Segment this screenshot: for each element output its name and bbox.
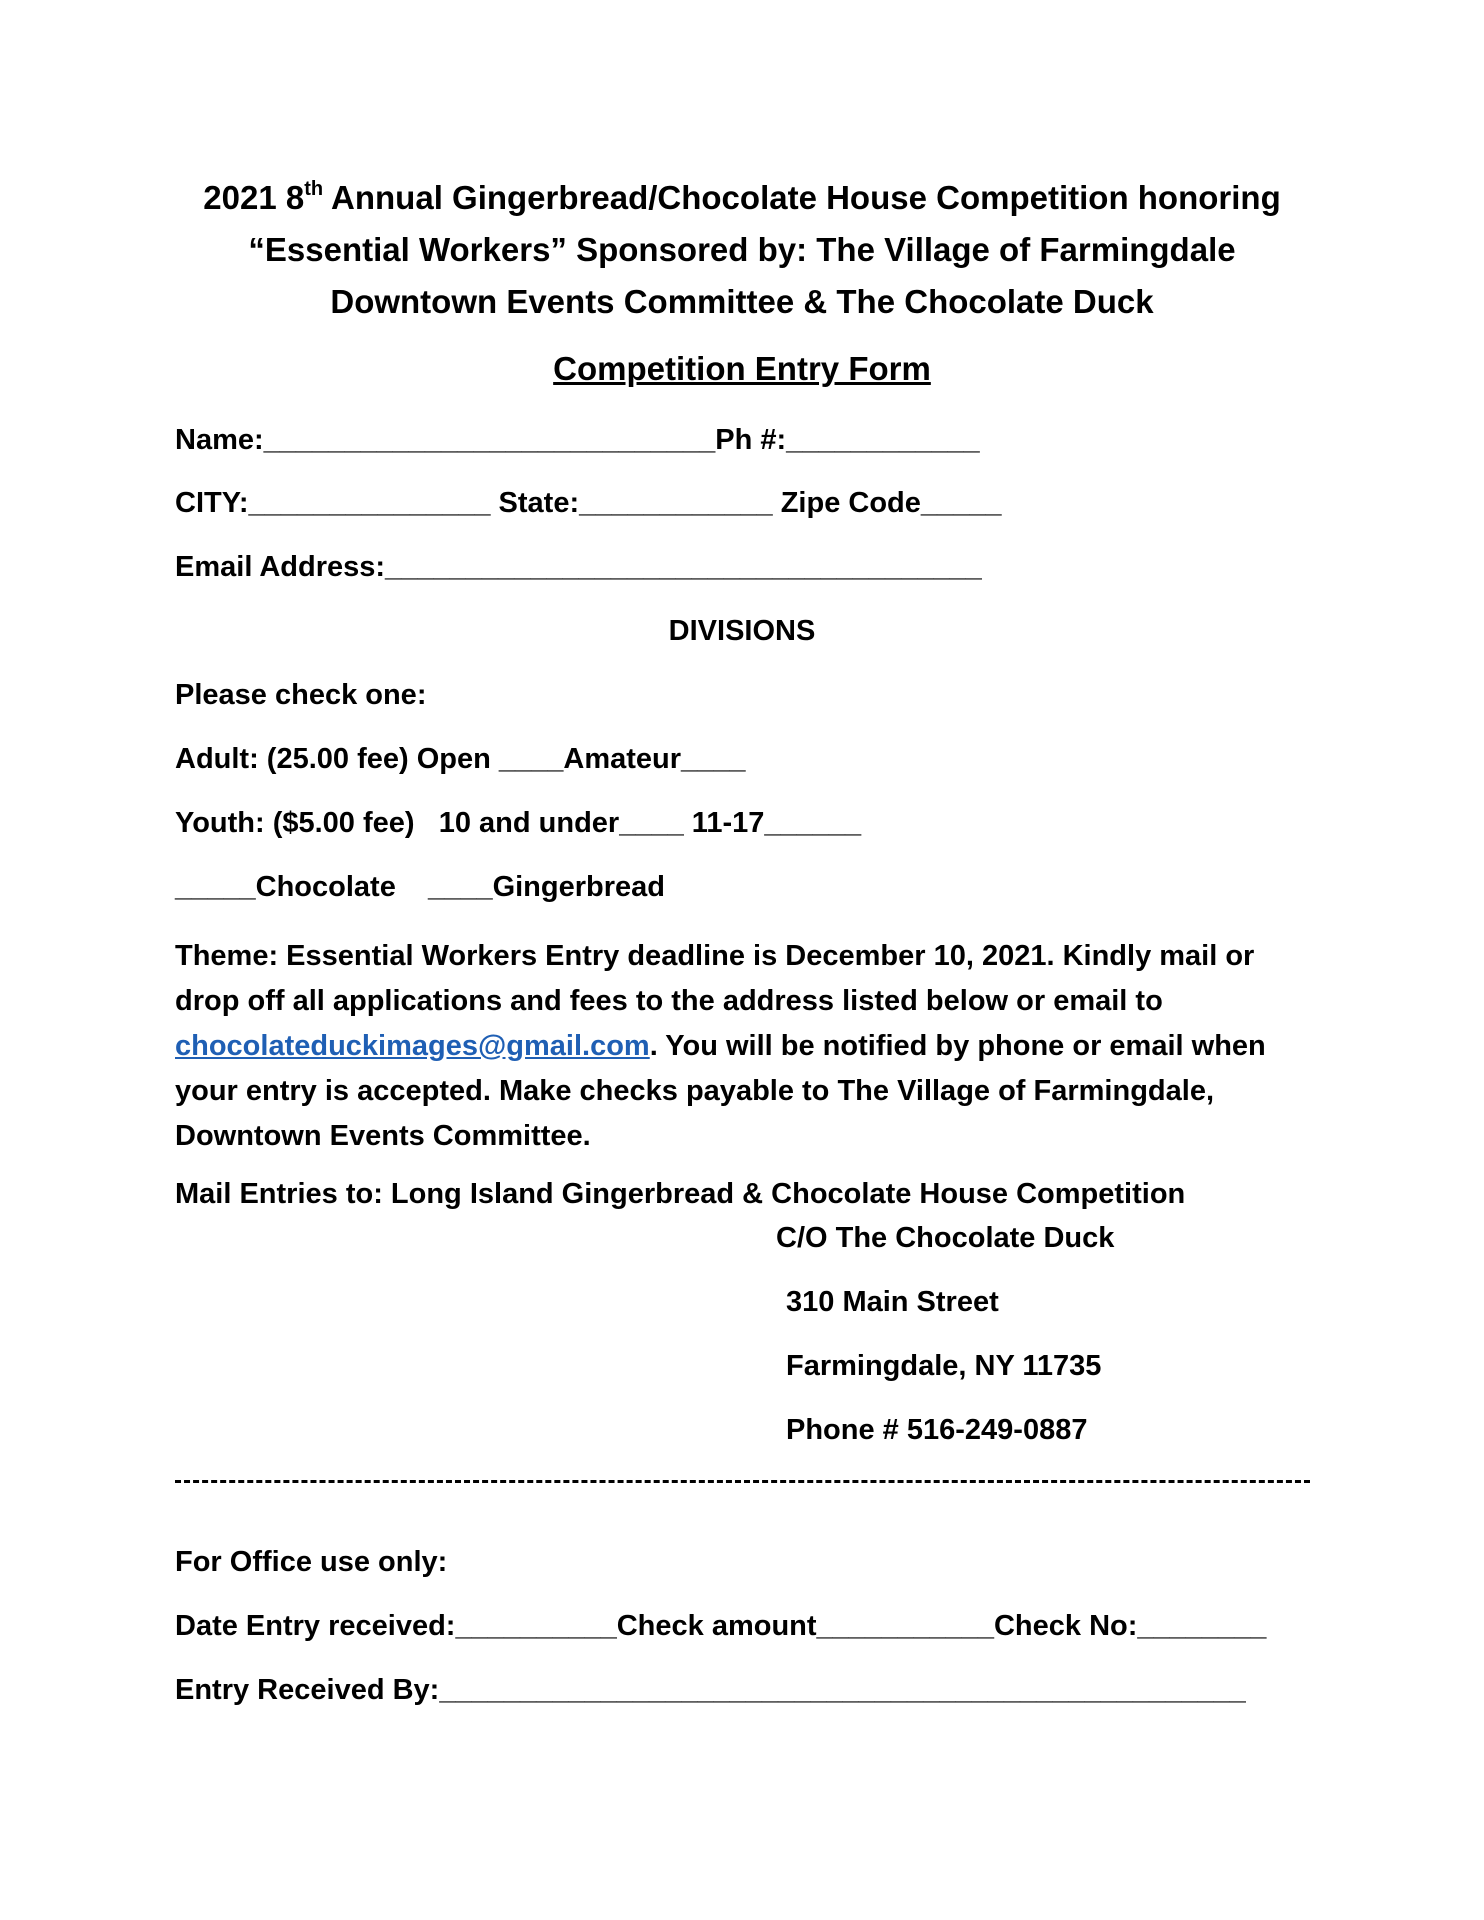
check-one-instruction: Please check one: bbox=[175, 679, 427, 711]
city-state-zip-field[interactable]: CITY:_______________ State:____________ Zipe Code_____ bbox=[175, 487, 1002, 519]
contact-email-link[interactable]: chocolateduckimages@gmail.com bbox=[175, 1030, 650, 1062]
house-type-options[interactable]: _____Chocolate ____Gingerbread bbox=[175, 871, 665, 903]
email-address-field[interactable]: Email Address:_____________________________________ bbox=[175, 551, 982, 583]
youth-division-options[interactable]: Youth: ($5.00 fee) 10 and under____ 11-17______ bbox=[175, 807, 862, 839]
title-line-3: Downtown Events Committee & The Chocolate Duck bbox=[330, 283, 1154, 320]
adult-division-options[interactable]: Adult: (25.00 fee) Open ____Amateur____ bbox=[175, 743, 746, 775]
office-received-by-field[interactable]: Entry Received By:__________________________________________________ bbox=[175, 1674, 1246, 1706]
mail-entries-label: Mail Entries to: Long Island Gingerbread & Chocolate House Competition bbox=[175, 1178, 1186, 1210]
cut-line-divider bbox=[175, 1480, 1310, 1483]
document-title bbox=[120, 172, 1364, 328]
office-use-heading: For Office use only: bbox=[175, 1546, 448, 1578]
form-title: Competition Entry Form bbox=[553, 350, 931, 387]
address-phone: Phone # 516-249-0887 bbox=[786, 1414, 1088, 1446]
title-line-2: “Essential Workers” Sponsored by: The Village of Farmingdale bbox=[248, 231, 1236, 268]
divisions-heading: DIVISIONS bbox=[668, 615, 816, 647]
address-care-of: C/O The Chocolate Duck bbox=[776, 1222, 1115, 1254]
theme-paragraph: Theme: Essential Workers Entry deadline is December 10, 2021. Kindly mail or drop off all applications and fees to the address listed below or email to chocolateduckimages@gmail.com. You will be notified by phone or email when your entry is accepted. Make checks payable to The Village of Farmingdale, Downtown Events Committee. bbox=[175, 940, 1266, 1152]
address-street: 310 Main Street bbox=[786, 1286, 999, 1318]
office-date-check-field[interactable]: Date Entry received:__________Check amount___________Check No:________ bbox=[175, 1610, 1267, 1642]
title-line-1: 2021 8th Annual Gingerbread/Chocolate House Competition honoring bbox=[203, 178, 1281, 216]
name-phone-field[interactable]: Name:____________________________Ph #:____________ bbox=[175, 424, 980, 456]
address-city: Farmingdale, NY 11735 bbox=[786, 1350, 1102, 1382]
